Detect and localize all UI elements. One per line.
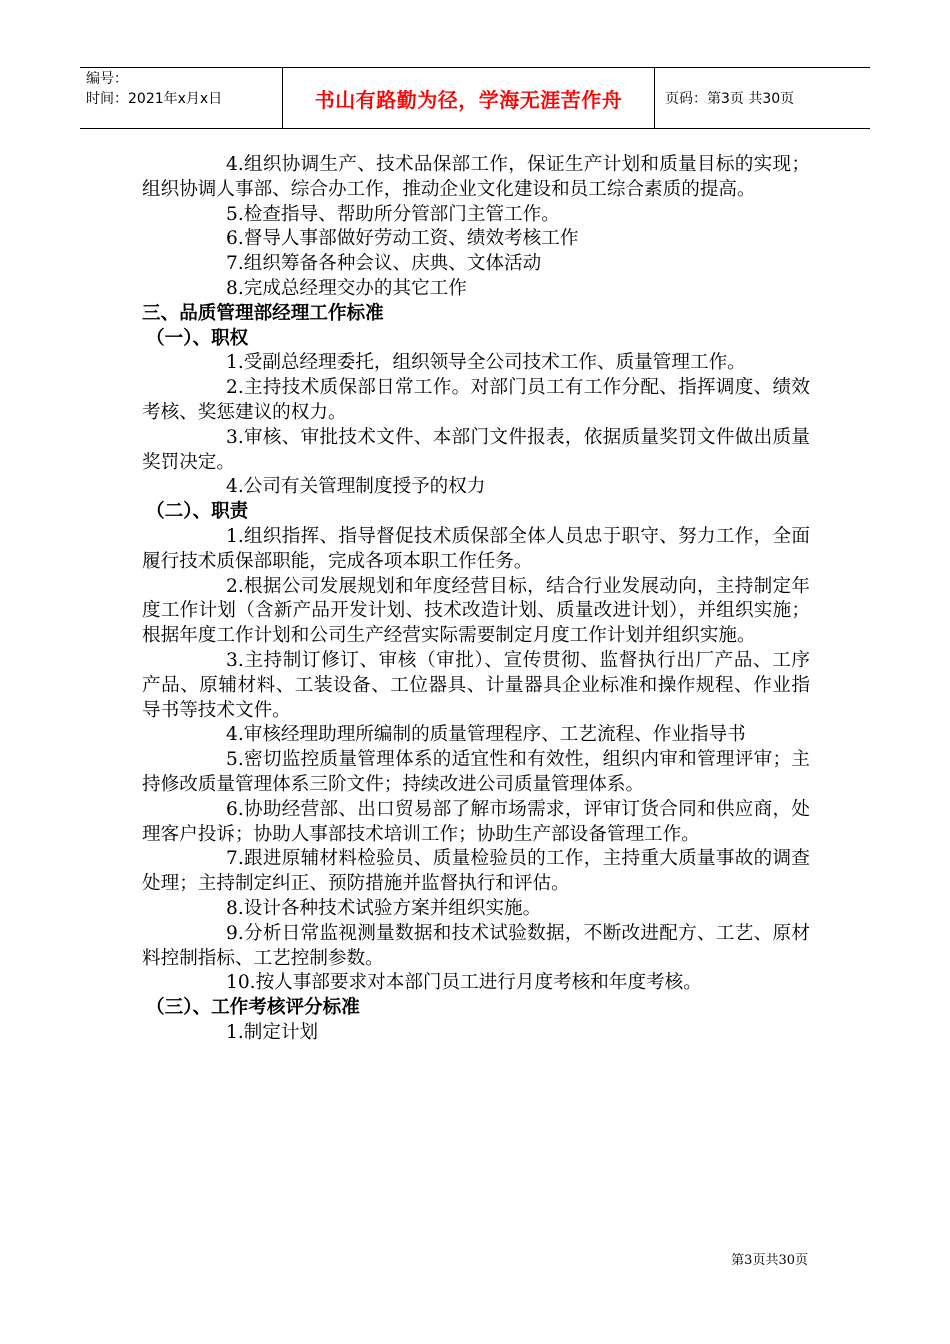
number-label: 编号：: [86, 71, 128, 87]
paragraph: 9.分析日常监视测量数据和技术试验数据，不断改进配方、工艺、原材料控制指标、工艺控制参数。: [142, 922, 810, 969]
paragraph: 1.组织指挥、指导督促技术质保部全体人员忠于职守、努力工作，全面履行技术质保部职能，完成各项本职工作任务。: [142, 525, 810, 572]
paragraph: 4.公司有关管理制度授予的权力: [226, 476, 486, 498]
subsection-heading: （一）、职权: [146, 327, 249, 349]
paragraph: 5.检查指导、帮助所分管部门主管工作。: [226, 203, 560, 225]
paragraph: 3.审核、审批技术文件、本部门文件报表，依据质量奖罚文件做出质量奖罚决定。: [142, 426, 810, 473]
paragraph: 10.按人事部要求对本部门员工进行月度考核和年度考核。: [226, 972, 702, 994]
header-meta: [80, 68, 283, 128]
paragraph: 2.主持技术质保部日常工作。对部门员工有工作分配、指挥调度、绩效考核、奖惩建议的权力。: [142, 377, 810, 423]
subsection-heading: （二）、职责: [146, 501, 249, 523]
page-header: [80, 67, 870, 129]
header-page-label: 页码：第3页 共30页: [665, 91, 795, 107]
subsection-heading: （三）、工作考核评分标准: [146, 997, 360, 1019]
paragraph: 7.组织筹备各种会议、庆典、文体活动: [226, 253, 542, 275]
paragraph: 4.审核经理助理所编制的质量管理程序、工艺流程、作业指导书: [226, 724, 746, 746]
time-label: 时间：2021年x月x日: [86, 91, 223, 107]
page-footer: 第3页共30页: [731, 1253, 808, 1268]
paragraph: 5.密切监控质量管理体系的适宜性和有效性，组织内审和管理评审；主持修改质量管理体系三阶文件；持续改进公司质量管理体系。: [142, 749, 810, 795]
header-motto: 书山有路勤为径，学海无涯苦作舟: [283, 68, 655, 128]
paragraph: 3.主持制订修订、审核（审批）、宣传贯彻、监督执行出厂产品、工序产品、原辅材料、工装设备、工位器具、计量器具企业标准和操作规程、作业指导书等技术文件。: [142, 649, 810, 721]
paragraph: 6.协助经营部、出口贸易部了解市场需求，评审订货合同和供应商，处理客户投诉；协助人事部技术培训工作；协助生产部设备管理工作。: [142, 798, 810, 845]
paragraph: 6.督导人事部做好劳动工资、绩效考核工作: [226, 228, 579, 250]
paragraph: 7.跟进原辅材料检验员、质量检验员的工作，主持重大质量事故的调查处理；主持制定纠正、预防措施并监督执行和评估。: [142, 848, 810, 895]
paragraph: 1.受副总经理委托，组织领导全公司技术工作、质量管理工作。: [226, 352, 746, 374]
paragraph: 2.根据公司发展规划和年度经营目标，结合行业发展动向，主持制定年度工作计划（含新产品开发计划、技术改造计划、质量改进计划），并组织实施；根据年度工作计划和公司生产经营实际需要制定月度工作计划并组织实施。: [142, 575, 810, 647]
paragraph: 8.完成总经理交办的其它工作: [226, 277, 467, 299]
paragraph: 8.设计各种技术试验方案并组织实施。: [226, 897, 542, 919]
section-heading: 三、品质管理部经理工作标准: [142, 302, 384, 324]
document-body: [142, 153, 810, 1046]
paragraph: 4.组织协调生产、技术品保部工作，保证生产计划和质量目标的实现；组织协调人事部、综合办工作，推动企业文化建设和员工综合素质的提高。: [142, 154, 810, 200]
paragraph: 1.制定计划: [226, 1021, 319, 1043]
